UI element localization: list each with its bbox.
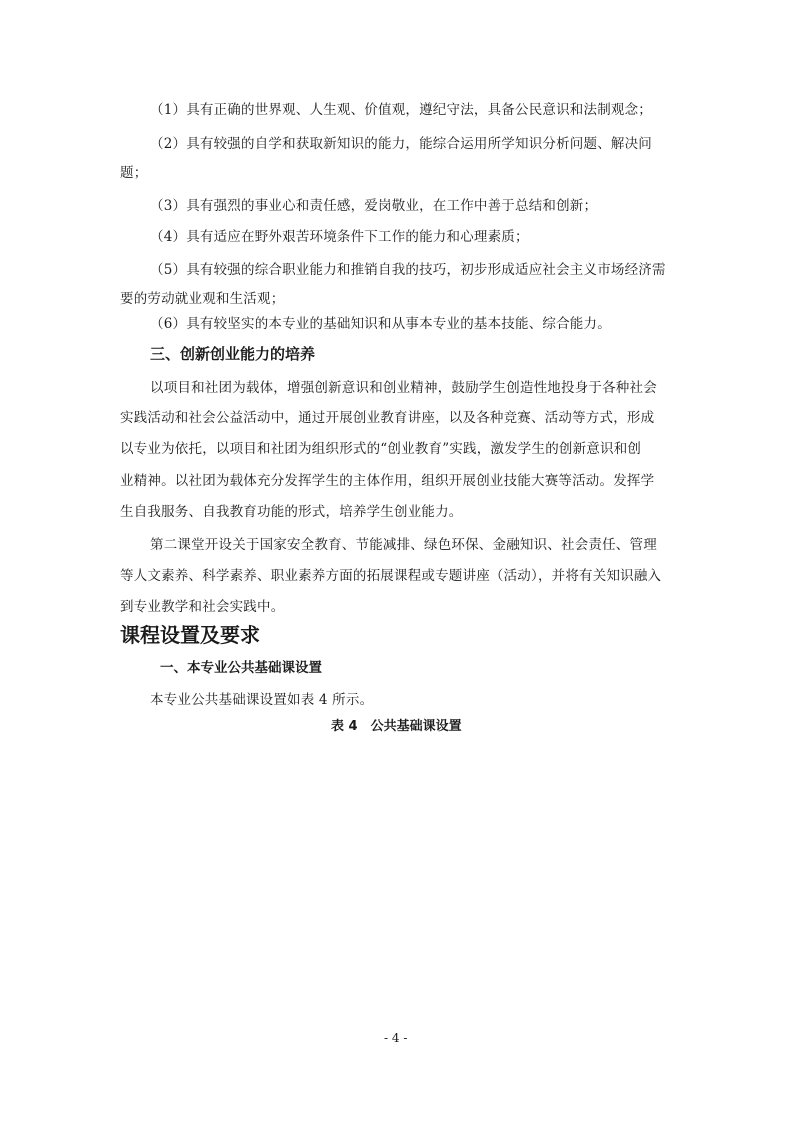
paragraph-line: 以项目和社团为载体，增强创新意识和创业精神，鼓励学生创造性地投身于各种社会 [150,380,657,396]
subsection-heading: 一、本专业公共基础课设置 [160,660,322,676]
list-item-1: （1）具有正确的世界观、人生观、价值观，遵纪守法，具备公民意识和法制观念； [150,102,652,118]
table-caption: 表 4 公共基础课设置 [331,719,462,734]
paragraph-line: 到专业教学和社会实践中。 [120,599,285,615]
chapter-heading: 课程设置及要求 [120,623,260,647]
section-heading-innovation: 三、创新创业能力的培养 [150,345,316,363]
list-item-4: （4）具有适应在野外艰苦环境条件下工作的能力和心理素质； [150,229,529,245]
paragraph-line: 实践活动和社会公益活动中，通过开展创业教育讲座，以及各种竞赛、活动等方式，形成 [120,410,655,426]
paragraph-line: 第二课堂开设关于国家安全教育、节能减排、绿色环保、金融知识、社会责任、管理 [150,537,657,553]
page-number: - 4 - [384,1031,408,1045]
list-item-5: （5）具有较强的综合职业能力和推销自我的技巧，初步形成适应社会主义市场经济需 [150,262,666,278]
list-item-6: （6）具有较坚实的本专业的基础知识和从事本专业的基本技能、综合能力。 [150,316,611,332]
paragraph-line: 以专业为依托，以项目和社团为组织形式的“创业教育”实践，激发学生的创新意识和创 [120,441,642,457]
intro-text: 本专业公共基础课设置如表 4 所示。 [150,692,374,708]
list-item-3: （3）具有强烈的事业心和责任感，爱岗敬业，在工作中善于总结和创新； [150,198,598,214]
paragraph-line: 生自我服务、自我教育功能的形式，培养学生创业能力。 [120,504,463,520]
list-item-2: （2）具有较强的自学和获取新知识的能力，能综合运用所学知识分析问题、解决问 [150,136,652,152]
paragraph-line: 业精神。以社团为载体充分发挥学生的主体作用，组织开展创业技能大赛等活动。发挥学 [120,473,655,489]
list-item-5-cont: 要的劳动就业观和生活观； [120,291,285,307]
paragraph-line: 等人文素养、科学素养、职业素养方面的拓展课程或专题讲座（活动），并将有关知识融入 [120,568,662,584]
list-item-2-cont: 题； [120,165,148,181]
